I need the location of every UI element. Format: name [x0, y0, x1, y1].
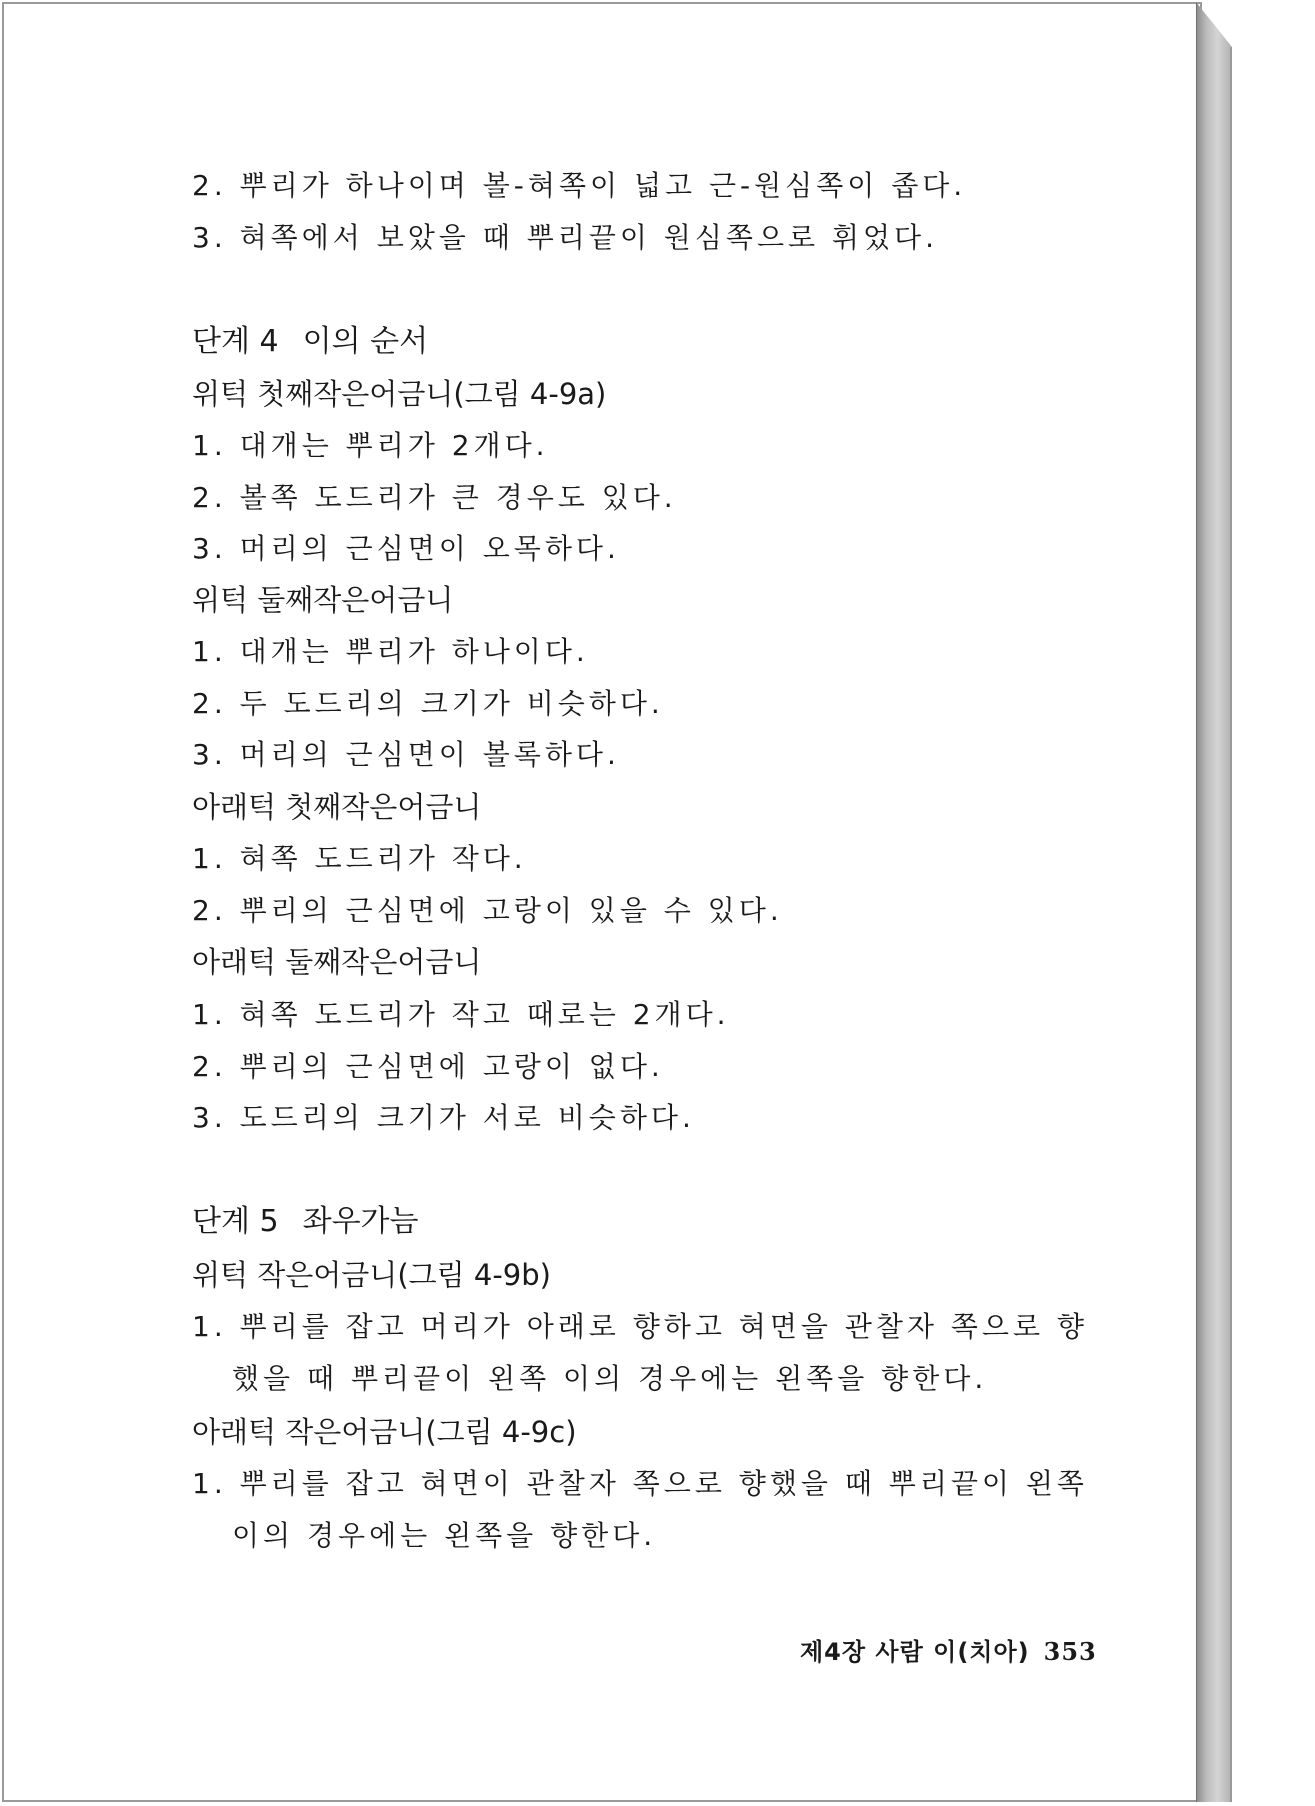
text-line: 1. 대개는 뿌리가 하나이다. — [192, 635, 589, 668]
subheading: 아래턱 둘째작은어금니 — [192, 945, 482, 979]
text-line: 2. 뿌리의 근심면에 고랑이 있을 수 있다. — [192, 894, 783, 927]
book-edge — [1196, 2, 1232, 1802]
step5-label: 단계 5 — [192, 1204, 279, 1239]
page-footer — [800, 1632, 1097, 1667]
book-edge-line — [1230, 47, 1232, 1802]
text-line: 1. 혀쪽 도드리가 작다. — [192, 842, 527, 875]
text-line: 3. 머리의 근심면이 볼록하다. — [192, 738, 620, 771]
text-line: 1. 혀쪽 도드리가 작고 때로는 2개다. — [192, 998, 730, 1031]
step5-title: 좌우가늠 — [302, 1204, 419, 1239]
text-line: 2. 두 도드리의 크기가 비슷하다. — [192, 687, 664, 720]
step4-label: 단계 4 — [192, 324, 279, 359]
step5-heading — [192, 1204, 419, 1240]
subheading: 위턱 작은어금니(그림 4-9b) — [192, 1258, 551, 1292]
text-line: 1. 뿌리를 잡고 머리가 아래로 향하고 혀면을 관찰자 쪽으로 향 — [192, 1310, 1088, 1343]
chapter-title: 제4장 사람 이(치아) — [800, 1638, 1030, 1666]
text-line: 3. 도드리의 크기가 서로 비슷하다. — [192, 1101, 695, 1134]
step4-title: 이의 순서 — [302, 324, 429, 359]
page-number: 353 — [1043, 1637, 1097, 1666]
text-line-continued: 이의 경우에는 왼쪽을 향한다. — [232, 1519, 657, 1552]
text-line: 2. 뿌리의 근심면에 고랑이 없다. — [192, 1050, 664, 1083]
step4-heading — [192, 324, 428, 360]
text-line: 1. 뿌리를 잡고 혀면이 관찰자 쪽으로 향했을 때 뿌리끝이 왼쪽 — [192, 1467, 1088, 1500]
subheading: 아래턱 첫째작은어금니 — [192, 790, 482, 824]
subheading: 아래턱 작은어금니(그림 4-9c) — [192, 1415, 577, 1449]
subheading: 위턱 둘째작은어금니 — [192, 583, 454, 617]
subheading: 위턱 첫째작은어금니(그림 4-9a) — [192, 377, 607, 411]
text-line: 3. 혀쪽에서 보았을 때 뿌리끝이 원심쪽으로 휘었다. — [192, 221, 938, 254]
text-line: 3. 머리의 근심면이 오목하다. — [192, 532, 620, 565]
text-line: 1. 대개는 뿌리가 2개다. — [192, 429, 549, 462]
text-line: 2. 뿌리가 하나이며 볼-혀쪽이 넓고 근-원심쪽이 좁다. — [192, 169, 967, 202]
text-line: 2. 볼쪽 도드리가 큰 경우도 있다. — [192, 481, 677, 514]
text-line-continued: 했을 때 뿌리끝이 왼쪽 이의 경우에는 왼쪽을 향한다. — [232, 1362, 988, 1395]
